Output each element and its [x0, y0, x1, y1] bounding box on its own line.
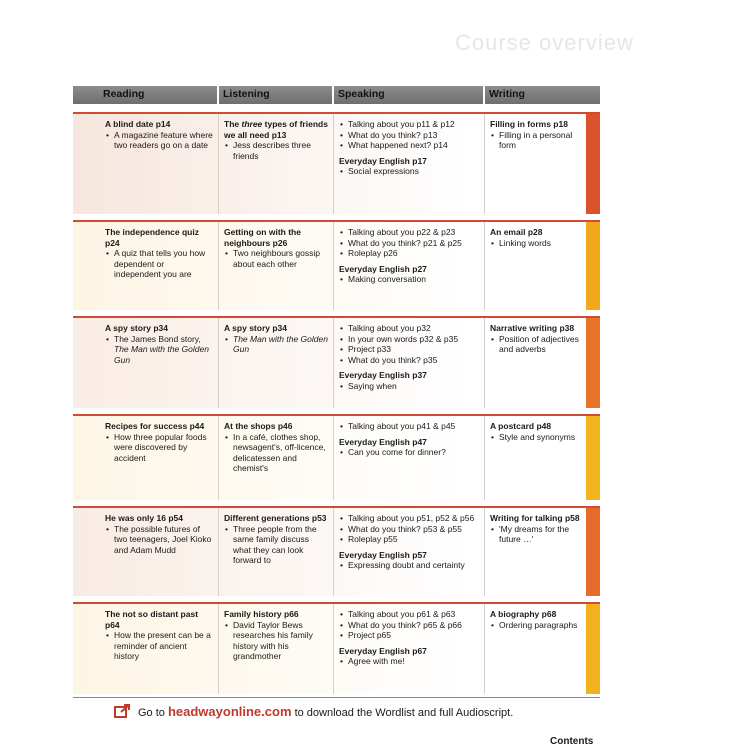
reading-title: A blind date p14 [105, 119, 171, 129]
unit-color-stripe [586, 114, 600, 214]
list-item: • Talking about you p22 & p23 [339, 227, 479, 238]
unit-color-stripe [586, 222, 600, 310]
list-item: • Filling in a personal form [490, 130, 582, 151]
reading-cell [73, 508, 219, 596]
list-item: • Talking about you p61 & p63 [339, 609, 479, 620]
headway-link[interactable]: headwayonline.com [167, 704, 292, 719]
speaking-cell [334, 114, 485, 214]
list-item: • Expressing doubt and certainty [339, 560, 479, 571]
list-item: • Three people from the same family discuss what they can look forward to [224, 524, 328, 566]
listening-cell [219, 318, 334, 408]
background-heading: Course overview [455, 30, 634, 55]
header-speaking: Speaking [334, 86, 485, 104]
list-item: • David Taylor Bews researches his family history with his grandmother [224, 620, 328, 662]
list-item: • In a café, clothes shop, newsagent's, off-licence, delicatessen and chemist's [224, 432, 328, 474]
footer-divider [73, 697, 600, 698]
list-item: • What do you think? p13 [339, 130, 479, 141]
header-writing: Writing [485, 86, 600, 104]
writing-cell [485, 508, 600, 596]
everyday-english-title: Everyday English p57 [339, 549, 427, 560]
header-listening: Listening [219, 86, 334, 104]
course-overview-table [73, 86, 600, 694]
listening-cell [219, 604, 334, 694]
speaking-cell [334, 604, 485, 694]
everyday-english-title: Everyday English p37 [339, 370, 427, 380]
list-item: • Project p65 [339, 630, 479, 641]
everyday-english-title: Everyday English p47 [339, 436, 427, 447]
speaking-cell [334, 318, 485, 408]
unit-row [73, 112, 600, 214]
list-item: • Two neighbours gossip about each other [224, 248, 328, 269]
contents-label: Contents [550, 736, 594, 747]
table-header [73, 86, 600, 104]
unit-row [73, 506, 600, 596]
list-item: • What do you think? p21 & p25 [339, 238, 479, 249]
list-item: • The possible futures of two teenagers, Joel Kioko and Adam Mudd [105, 524, 213, 556]
writing-cell [485, 604, 600, 694]
list-item: • The Man with the Golden Gun [224, 334, 328, 355]
writing-title: A postcard p48 [490, 421, 552, 431]
list-item: • What do you think? p35 [339, 355, 479, 366]
writing-cell [485, 222, 600, 310]
reading-title: The independence quiz p24 [105, 227, 199, 248]
writing-cell [485, 416, 600, 500]
listening-cell [219, 416, 334, 500]
list-item: • Social expressions [339, 166, 479, 177]
list-item: • How three popular foods were discovered by accident [105, 432, 213, 464]
listening-title: The three types of friends we all need p13 [224, 119, 328, 140]
listening-title: Different generations p53 [224, 513, 327, 523]
listening-title: Getting on with the neighbours p26 [224, 227, 301, 248]
list-item: • Linking words [490, 238, 582, 249]
list-item: • Position of adjectives and adverbs [490, 334, 582, 355]
list-item: • Talking about you p51, p52 & p56 [339, 513, 479, 524]
listening-cell [219, 222, 334, 310]
reading-title: He was only 16 p54 [105, 513, 183, 523]
writing-title: A biography p68 [490, 609, 557, 619]
list-item: • A quiz that tells you how dependent or independent you are [105, 248, 213, 280]
unit-color-stripe [586, 318, 600, 408]
list-item: • How the present can be a reminder of ancient history [105, 630, 213, 662]
list-item: • Making conversation [339, 274, 479, 285]
list-item: • What do you think? p53 & p55 [339, 524, 479, 535]
list-item: • Saying when [339, 381, 479, 392]
writing-title: An email p28 [490, 227, 543, 237]
listening-cell [219, 508, 334, 596]
list-item: • Talking about you p41 & p45 [339, 421, 479, 432]
reading-title: A spy story p34 [105, 323, 169, 333]
reading-cell [73, 222, 219, 310]
listening-title: A spy story p34 [224, 323, 288, 333]
writing-title: Narrative writing p38 [490, 323, 575, 333]
speaking-cell [334, 508, 485, 596]
writing-cell [485, 318, 600, 408]
list-item: • In your own words p32 & p35 [339, 334, 479, 345]
list-item: • 'My dreams for the future …' [490, 524, 582, 545]
list-item: • Can you come for dinner? [339, 447, 479, 458]
everyday-english-title: Everyday English p67 [339, 645, 427, 656]
list-item: • What do you think? p65 & p66 [339, 620, 479, 631]
header-reading: Reading [73, 86, 219, 104]
unit-color-stripe [586, 508, 600, 596]
unit-row [73, 316, 600, 408]
list-item: • Agree with me! [339, 656, 479, 667]
everyday-english-title: Everyday English p27 [339, 263, 427, 274]
listening-title: At the shops p46 [224, 421, 293, 431]
list-item: • Project p33 [339, 344, 479, 355]
list-item: • Style and synonyms [490, 432, 582, 443]
list-item: • The James Bond story, The Man with the Golden Gun [105, 334, 213, 366]
listening-title: Family history p66 [224, 609, 299, 619]
unit-color-stripe [586, 416, 600, 500]
unit-row [73, 414, 600, 500]
reading-cell [73, 604, 219, 694]
everyday-english-title: Everyday English p17 [339, 155, 427, 166]
reading-title: Recipes for success p44 [105, 421, 205, 431]
reading-title: The not so distant past p64 [105, 609, 199, 630]
list-item: • Talking about you p32 [339, 323, 479, 334]
unit-color-stripe [586, 604, 600, 694]
list-item: • A magazine feature where two readers go on a date [105, 130, 213, 151]
listening-cell [219, 114, 334, 214]
reading-cell [73, 318, 219, 408]
footer-note: Go to headwayonline.com to download the Wordlist and full Audioscript. [138, 704, 514, 719]
unit-row [73, 220, 600, 310]
list-item: • Jess describes three friends [224, 140, 328, 161]
list-item: • Roleplay p55 [339, 534, 479, 545]
external-link-icon [114, 703, 132, 719]
list-item: • What happened next? p14 [339, 140, 479, 151]
speaking-cell [334, 416, 485, 500]
list-item: • Roleplay p26 [339, 248, 479, 259]
list-item: • Talking about you p11 & p12 [339, 119, 479, 130]
reading-cell [73, 416, 219, 500]
list-item: • Ordering paragraphs [490, 620, 582, 631]
writing-title: Writing for talking p58 [490, 513, 580, 523]
reading-cell [73, 114, 219, 214]
writing-cell [485, 114, 600, 214]
writing-title: Filling in forms p18 [490, 119, 568, 129]
speaking-cell [334, 222, 485, 310]
unit-row [73, 602, 600, 694]
